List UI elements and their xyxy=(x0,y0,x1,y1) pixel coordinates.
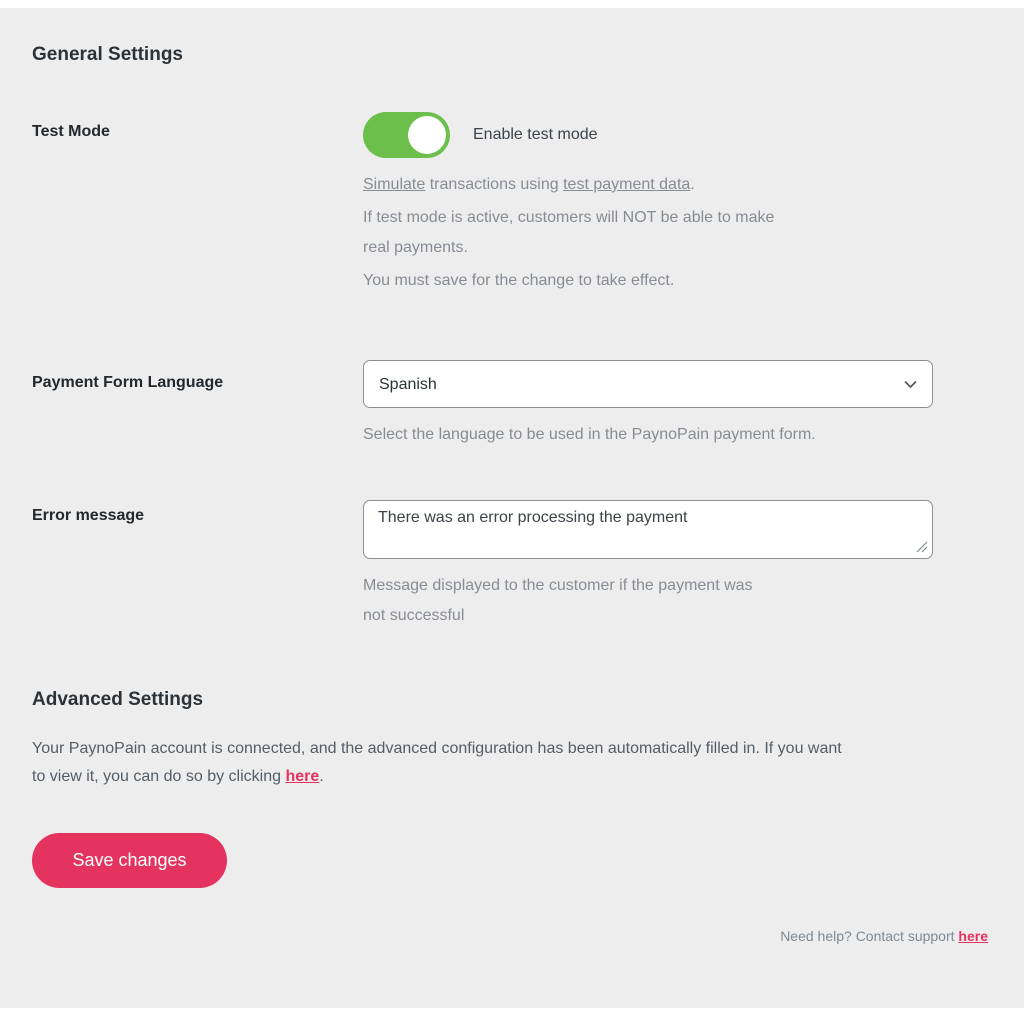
advanced-settings-description: Your PaynoPain account is connected, and the advanced configuration has been automatically filled in. If you want to view it, you can do so by clicking here. xyxy=(32,740,842,785)
test-mode-label: Test Mode xyxy=(32,123,110,140)
language-label: Payment Form Language xyxy=(32,374,224,391)
language-field xyxy=(363,360,933,450)
support-footer: Need help? Contact support here xyxy=(780,928,988,944)
contact-support-here-link[interactable]: here xyxy=(958,928,988,944)
toggle-knob-icon xyxy=(408,116,446,154)
advanced-settings-title: Advanced Settings xyxy=(32,689,204,710)
error-message-help: Message displayed to the customer if the payment was not successful xyxy=(363,577,753,624)
payment-form-language-select[interactable] xyxy=(363,360,933,408)
advanced-view-here-link[interactable]: here xyxy=(285,768,320,785)
test-mode-desc-line2: If test mode is active, customers will NOT be able to make real payments. xyxy=(363,209,775,256)
error-message-textarea[interactable] xyxy=(363,500,933,559)
resize-handle-icon[interactable] xyxy=(916,541,928,553)
test-mode-toggle[interactable] xyxy=(363,112,450,158)
test-mode-row xyxy=(32,112,992,299)
test-mode-desc-line1: Simulate transactions using test payment data. xyxy=(363,176,695,193)
test-mode-description xyxy=(363,170,903,296)
save-changes-button[interactable]: Save changes xyxy=(32,833,227,888)
general-settings-title: General Settings xyxy=(32,44,183,65)
test-mode-field xyxy=(363,112,933,299)
language-help: Select the language to be used in the PaynoPain payment form. xyxy=(363,426,816,443)
test-mode-toggle-label: Enable test mode xyxy=(473,126,598,143)
test-payment-data-link[interactable]: test payment data xyxy=(563,176,691,193)
settings-panel xyxy=(0,8,1024,1008)
test-mode-desc-line3: You must save for the change to take effect. xyxy=(363,272,675,289)
error-message-field xyxy=(363,500,933,631)
error-message-label: Error message xyxy=(32,507,145,524)
simulate-word: Simulate xyxy=(363,176,426,193)
error-message-row xyxy=(32,500,992,631)
language-row xyxy=(32,360,992,450)
